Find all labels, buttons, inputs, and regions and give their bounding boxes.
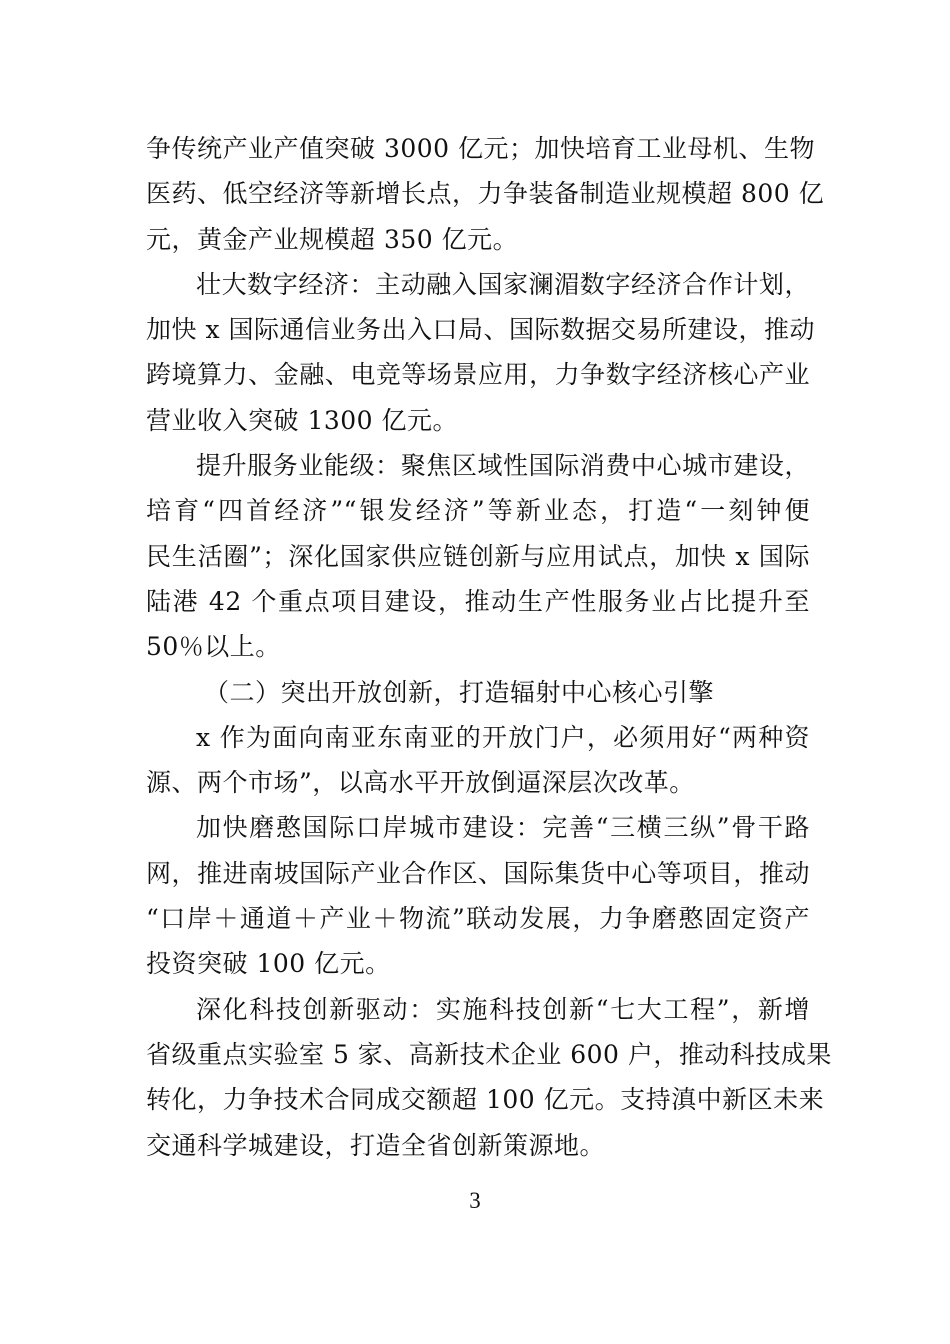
section-heading-text: （二）突出开放创新，打造辐射中心核心引擎	[204, 677, 715, 707]
paragraph-digital-economy	[146, 262, 815, 443]
paragraph-service-industry	[146, 443, 810, 669]
text-line: 网，推进南坡国际产业合作区、国际集货中心等项目，推动	[146, 858, 810, 888]
text-line: 元，黄金产业规模超 350 亿元。	[146, 224, 519, 254]
text-line: 医药、低空经济等新增长点，力争装备制造业规模超 800 亿	[146, 179, 825, 209]
text-line: 加快 x 国际通信业务出入口局、国际数据交易所建设，推动	[146, 315, 815, 345]
text-line: 争传统产业产值突破 3000 亿元；加快培育工业母机、生物	[146, 134, 816, 163]
text-line: 培育“四首经济”“银发经济”等新业态，打造“一刻钟便	[146, 496, 810, 526]
text-line: 交通科学城建设，打造全省创新策源地。	[146, 1130, 606, 1160]
paragraph-traditional-industry	[146, 126, 825, 262]
text-line: 50％以上。	[146, 632, 281, 662]
text-line: 省级重点实验室 5 家、高新技术企业 600 户，推动科技成果	[146, 1039, 832, 1069]
document-body	[146, 126, 832, 1168]
text-line: 转化，力争技术合同成交额超 100 亿元。支持滇中新区未来	[146, 1085, 825, 1115]
text-line: 加快磨憨国际口岸城市建设：完善“三横三纵”骨干路	[196, 813, 810, 843]
text-line: 提升服务业能级：聚焦区域性国际消费中心城市建设，	[196, 451, 810, 481]
section-heading	[146, 670, 810, 715]
paragraph-mohan-port	[146, 805, 810, 986]
paragraph-tech-innovation	[146, 987, 832, 1168]
text-line: 营业收入突破 1300 亿元。	[146, 405, 459, 435]
text-line: 源、两个市场”，以高水平开放倒逼深层次改革。	[146, 768, 695, 798]
text-line: 投资突破 100 亿元。	[146, 949, 391, 979]
text-line: “口岸＋通道＋产业＋物流”联动发展，力争磨憨固定资产	[146, 904, 810, 934]
text-line: 壮大数字经济：主动融入国家澜湄数字经济合作计划，	[196, 269, 810, 299]
page-number: 3	[469, 1188, 481, 1213]
paragraph-open-gateway	[146, 715, 810, 806]
text-line: x 作为面向南亚东南亚的开放门户，必须用好“两种资	[196, 722, 810, 752]
text-line: 陆港 42 个重点项目建设，推动生产性服务业占比提升至	[146, 586, 810, 616]
text-line: 深化科技创新驱动：实施科技创新“七大工程”，新增	[196, 994, 810, 1024]
text-line: 跨境算力、金融、电竞等场景应用，力争数字经济核心产业	[146, 360, 810, 390]
text-line: 民生活圈”；深化国家供应链创新与应用试点，加快 x 国际	[146, 541, 810, 571]
